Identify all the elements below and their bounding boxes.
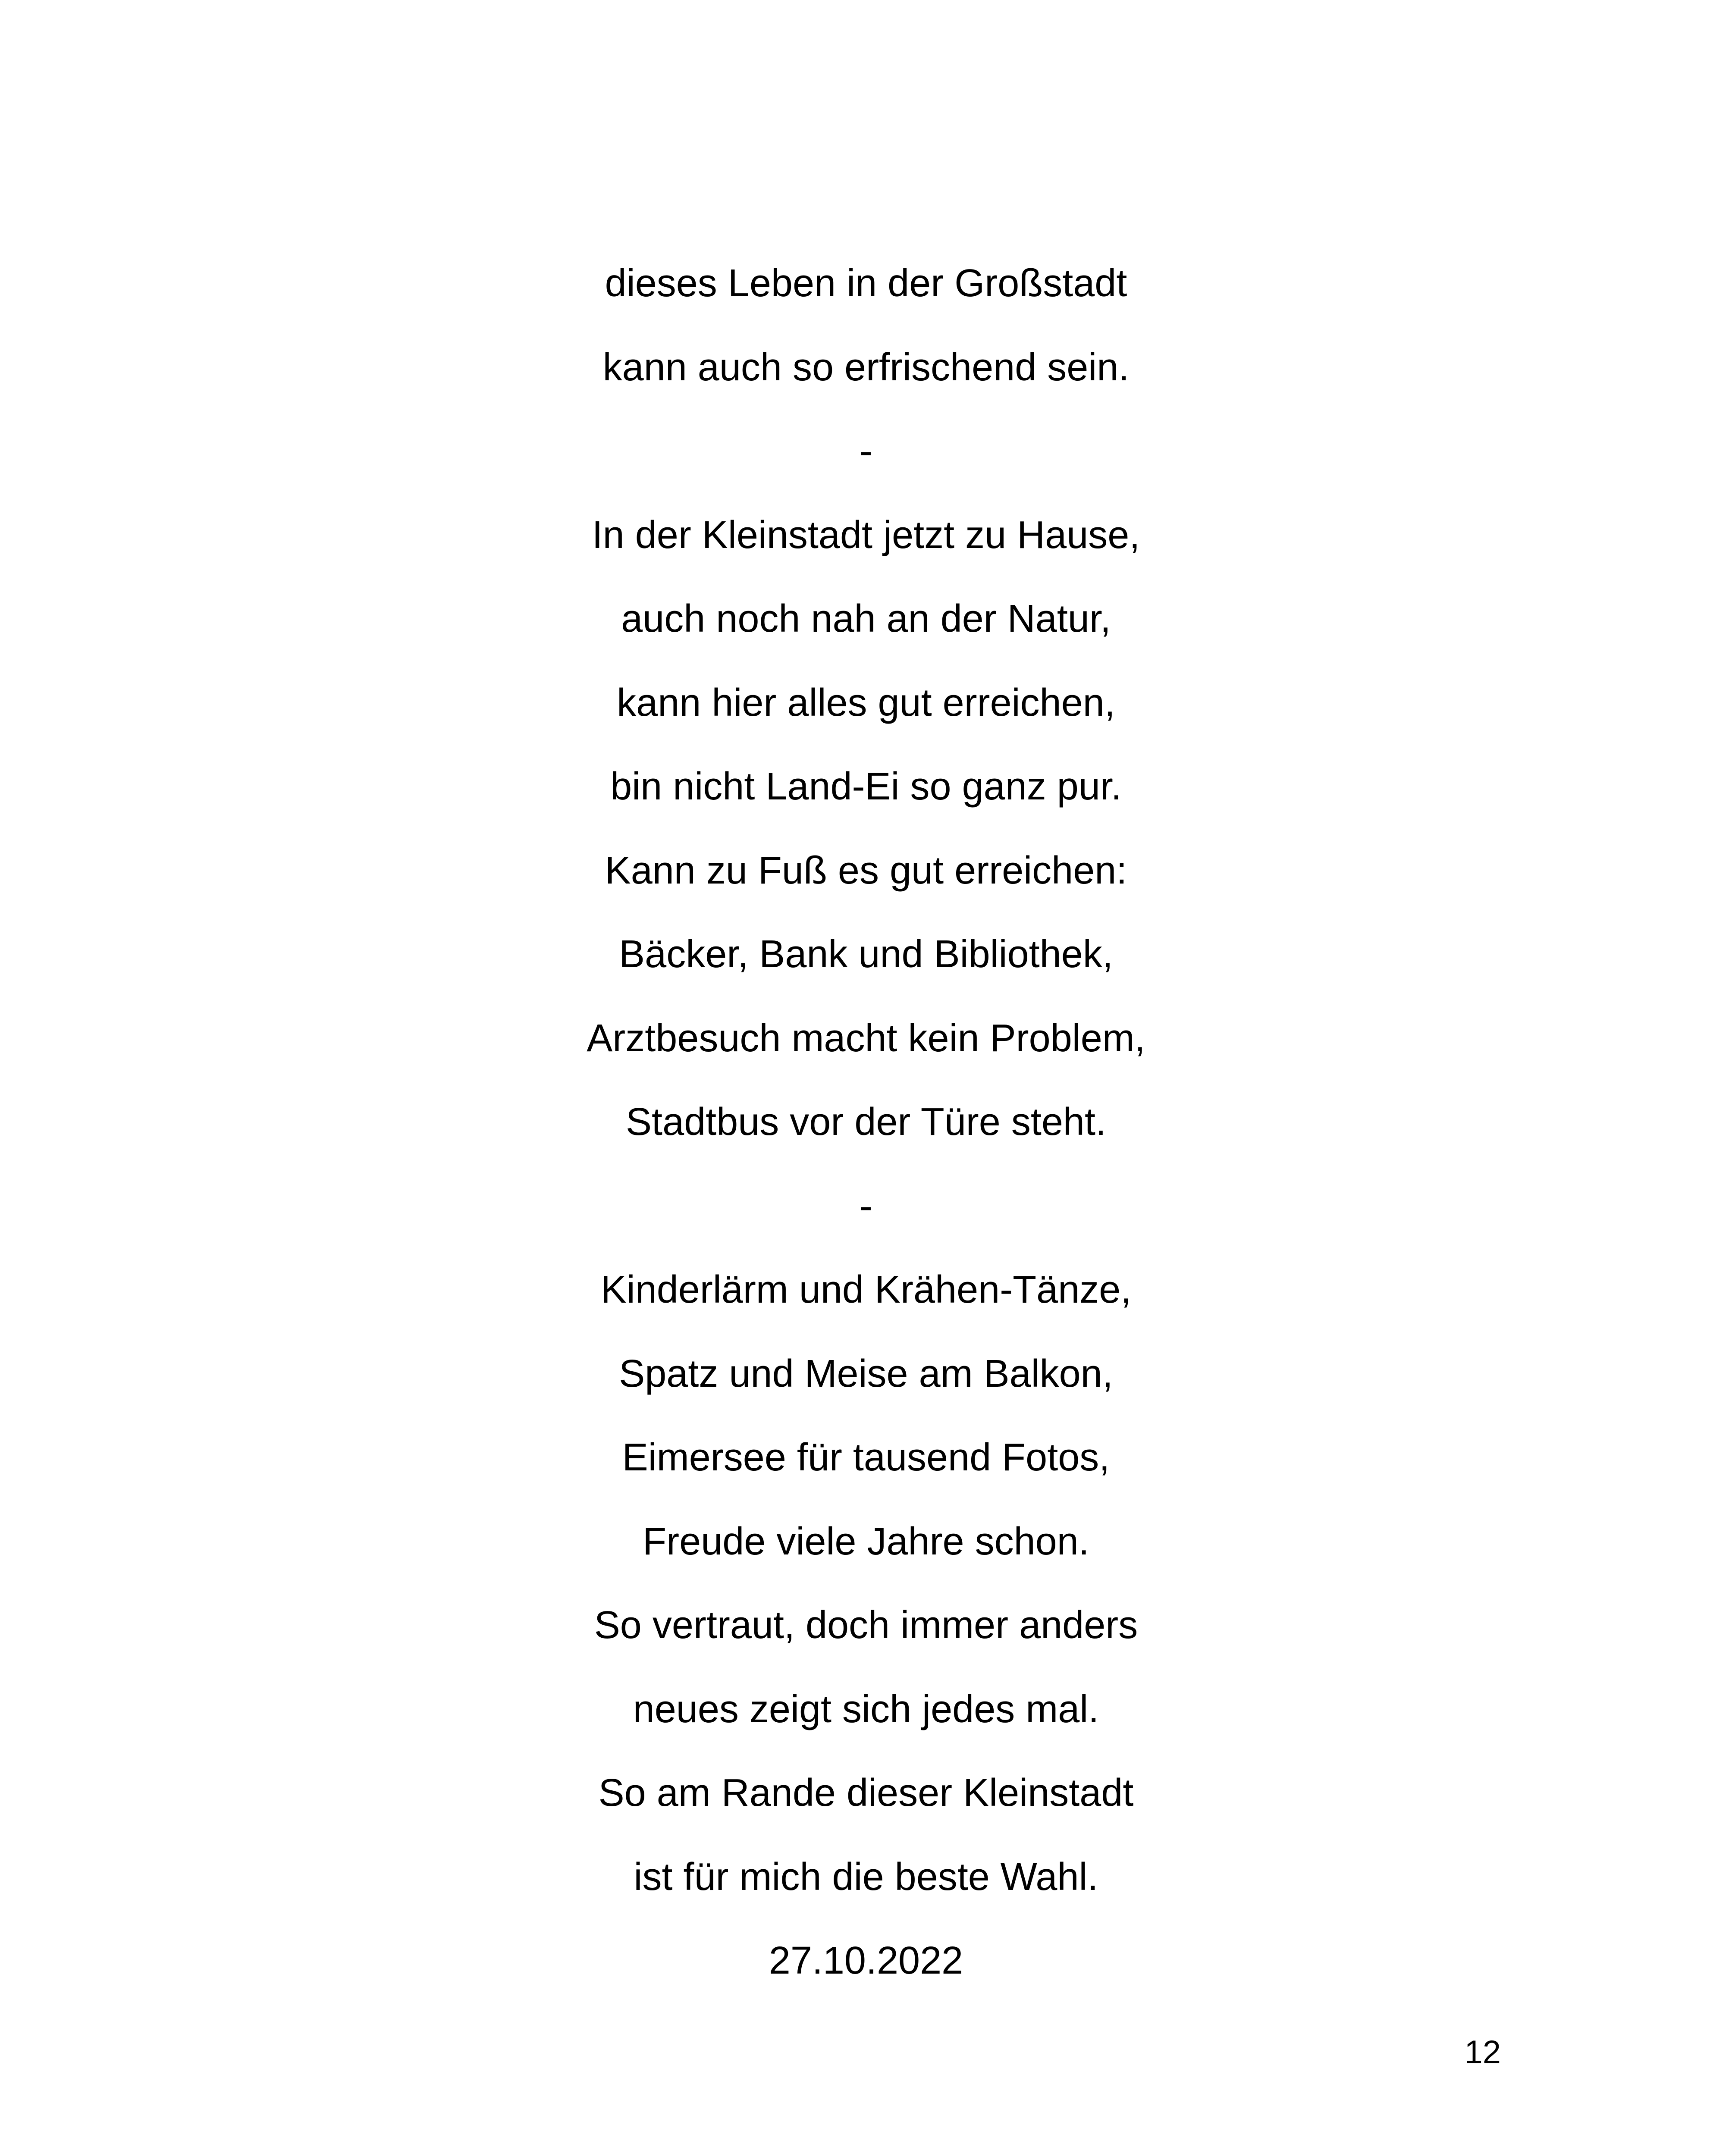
poem-line: So vertraut, doch immer anders: [594, 1604, 1138, 1647]
poem-line: auch noch nah an der Natur,: [621, 597, 1111, 640]
poem-text: [0, 241, 1732, 2003]
poem-date: 27.10.2022: [769, 1939, 963, 1982]
poem-line: ist für mich die beste Wahl.: [634, 1855, 1098, 1899]
poem-line: kann auch so erfrischend sein.: [602, 345, 1130, 389]
stanza-separator: -: [860, 1184, 872, 1228]
poem-line: Stadtbus vor der Türe steht.: [626, 1100, 1106, 1144]
poem-line: Freude viele Jahre schon.: [643, 1520, 1089, 1563]
poem-line: neues zeigt sich jedes mal.: [633, 1687, 1099, 1731]
poem-line: dieses Leben in der Großstadt: [605, 262, 1127, 305]
poem-line: Kann zu Fuß es gut erreichen:: [605, 849, 1127, 892]
poem-line: Bäcker, Bank und Bibliothek,: [619, 933, 1113, 976]
poem-line: kann hier alles gut erreichen,: [617, 681, 1115, 724]
page-number: 12: [1464, 2034, 1501, 2071]
poem-line: Spatz und Meise am Balkon,: [619, 1352, 1113, 1395]
poem-line: In der Kleinstadt jetzt zu Hause,: [592, 513, 1140, 557]
poem-line: bin nicht Land-Ei so ganz pur.: [610, 765, 1122, 808]
poem-line: Eimersee für tausend Fotos,: [622, 1436, 1110, 1479]
poem-line: Kinderlärm und Krähen-Tänze,: [600, 1268, 1132, 1311]
poem-line: Arztbesuch macht kein Problem,: [587, 1016, 1145, 1060]
stanza-separator: -: [860, 429, 872, 473]
poem-line: So am Rande dieser Kleinstadt: [598, 1771, 1134, 1814]
